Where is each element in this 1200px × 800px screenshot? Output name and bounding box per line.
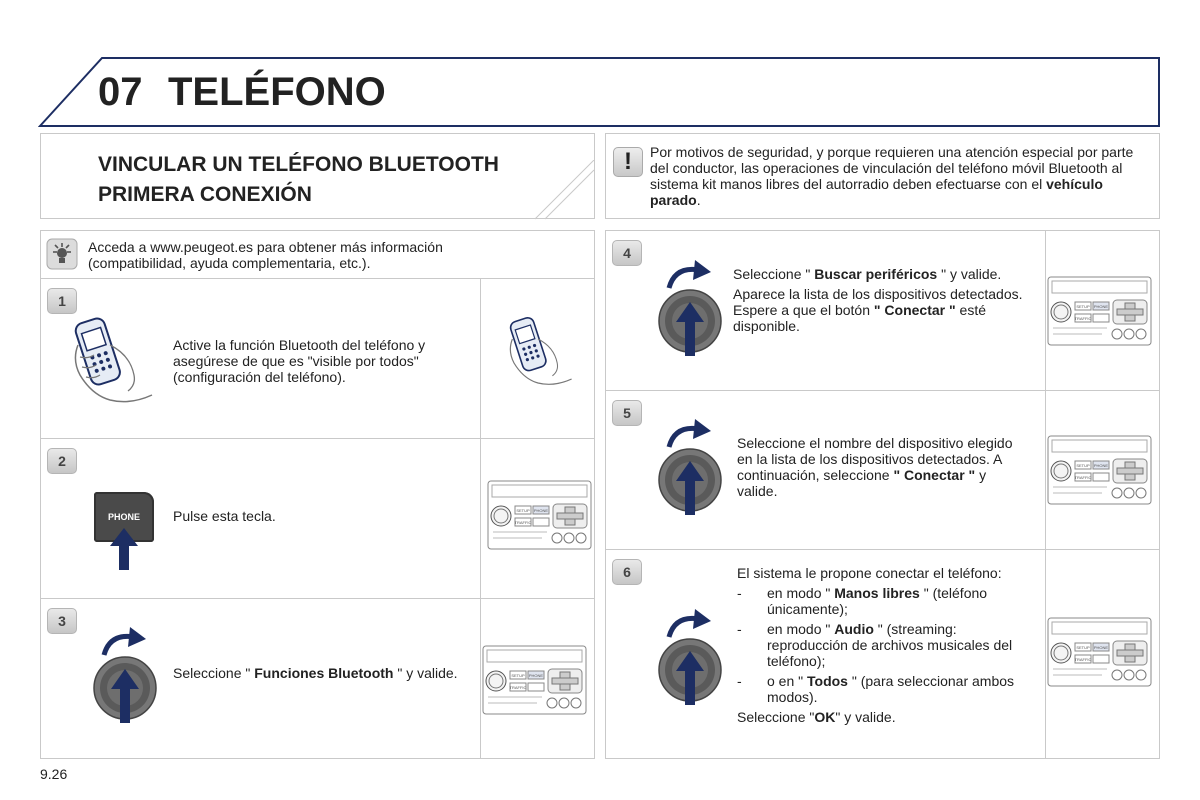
tip-text: Acceda a www.peugeot.es para obtener más información (compatibilidad, ayuda complementaria, etc.). bbox=[88, 239, 443, 271]
rotary-knob-icon bbox=[655, 607, 725, 712]
step-3-text: Seleccione " Funciones Bluetooth " y valide. bbox=[173, 665, 458, 681]
svg-text:PHONE: PHONE bbox=[533, 508, 549, 513]
step-2-text: Pulse esta tecla. bbox=[173, 508, 276, 524]
phone-key-label: PHONE bbox=[107, 512, 140, 522]
radio-panel-thumbnail bbox=[487, 480, 592, 550]
radio-panel-thumbnail bbox=[1047, 276, 1152, 346]
rotary-knob-icon bbox=[90, 625, 160, 730]
svg-text:TRAFFIC: TRAFFIC bbox=[1074, 316, 1092, 321]
lightbulb-icon bbox=[46, 238, 78, 270]
step-number: 5 bbox=[612, 400, 642, 426]
rotary-knob-icon bbox=[655, 417, 725, 522]
step-number: 2 bbox=[47, 448, 77, 474]
page-number: 9.26 bbox=[40, 766, 68, 782]
svg-text:SETUP: SETUP bbox=[511, 673, 525, 678]
title-corner-deco bbox=[535, 160, 595, 220]
step-1-text: Active la función Bluetooth del teléfono y asegúrese de que es "visible por todos" (configuración del teléfono). bbox=[173, 337, 426, 385]
step-4-text: Seleccione " Buscar periféricos " y valide. Aparece la lista de los dispositivos detectados. Espere a que el botón " Conectar " esté disponible. bbox=[733, 266, 1023, 334]
step-5-text: Seleccione el nombre del dispositivo elegido en la lista de los dispositivos detectados. A continuación, seleccione " Conectar " y valide. bbox=[737, 435, 1013, 499]
press-arrow-icon bbox=[108, 528, 140, 570]
warning-text: Por motivos de seguridad, y porque requieren una atención especial por parte del conductor, las operaciones de vinculación del teléfono móvil Bluetooth al sistema kit manos libres del autorradio deben efectuarse con el vehículo parado. bbox=[650, 144, 1134, 208]
mode-list bbox=[737, 585, 1032, 705]
page-title: TELÉFONO bbox=[168, 70, 386, 114]
list-item: - o en " Todos " (para seleccionar ambos modos). bbox=[737, 673, 1032, 705]
phone-in-hand-icon bbox=[502, 315, 582, 395]
svg-text:TRAFFIC: TRAFFIC bbox=[1074, 475, 1092, 480]
list-item: - en modo " Audio " (streaming: reproducción de archivos musicales del teléfono); bbox=[737, 621, 1032, 669]
svg-text:TRAFFIC: TRAFFIC bbox=[1074, 657, 1092, 662]
list-item: - en modo " Manos libres " (teléfono únicamente); bbox=[737, 585, 1032, 617]
phone-in-hand-icon bbox=[70, 315, 160, 415]
svg-text:SETUP: SETUP bbox=[1076, 463, 1090, 468]
section-title-line1: VINCULAR UN TELÉFONO BLUETOOTH bbox=[98, 153, 499, 176]
svg-text:TRAFFIC: TRAFFIC bbox=[509, 685, 527, 690]
svg-text:SETUP: SETUP bbox=[1076, 645, 1090, 650]
svg-text:PHONE: PHONE bbox=[1093, 304, 1109, 309]
section-title-line2: PRIMERA CONEXIÓN bbox=[98, 183, 312, 206]
step-number: 3 bbox=[47, 608, 77, 634]
svg-text:PHONE: PHONE bbox=[1093, 463, 1109, 468]
chapter-number: 07 bbox=[98, 70, 143, 114]
svg-text:PHONE: PHONE bbox=[528, 673, 544, 678]
step-number: 4 bbox=[612, 240, 642, 266]
step-number: 1 bbox=[47, 288, 77, 314]
warning-icon: ! bbox=[613, 147, 643, 177]
section-title bbox=[98, 150, 499, 210]
rotary-knob-icon bbox=[655, 258, 725, 363]
svg-text:SETUP: SETUP bbox=[516, 508, 530, 513]
step-6-text: El sistema le propone conectar el teléfono: - en modo " Manos libres " (teléfono únicamente); - en modo " Audio " (streaming: reproducción de archivos musicales del teléfono); - o en " Todos " (para seleccionar ambos modos). Seleccione "OK" y valide. bbox=[737, 565, 1032, 725]
radio-panel-thumbnail bbox=[482, 645, 587, 715]
svg-text:SETUP: SETUP bbox=[1076, 304, 1090, 309]
svg-text:TRAFFIC: TRAFFIC bbox=[514, 520, 532, 525]
radio-panel-thumbnail bbox=[1047, 435, 1152, 505]
step-number: 6 bbox=[612, 559, 642, 585]
svg-text:PHONE: PHONE bbox=[1093, 645, 1109, 650]
radio-panel-thumbnail bbox=[1047, 617, 1152, 687]
